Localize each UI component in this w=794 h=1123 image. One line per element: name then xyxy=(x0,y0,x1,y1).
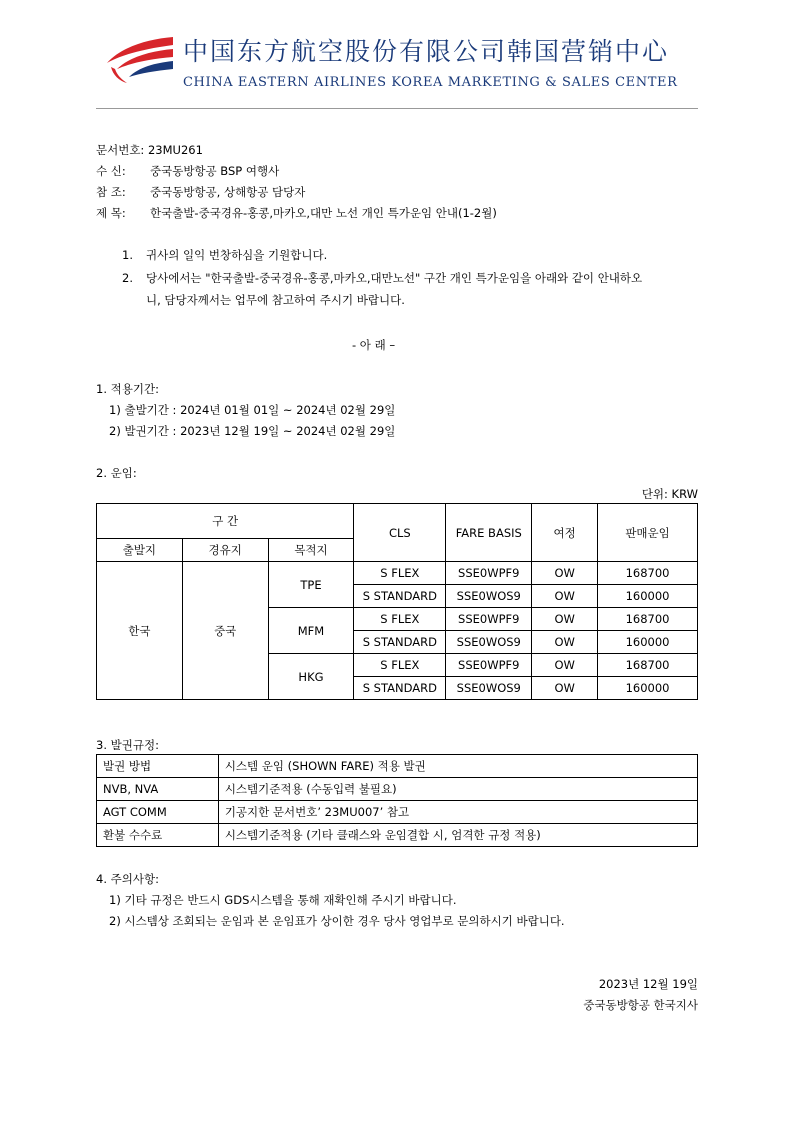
destination-mfm: MFM xyxy=(268,608,354,654)
via-header: 경유지 xyxy=(182,539,268,562)
intro-p2-line1: 당사에서는 "한국출발-중국경유-홍콩,마카오,대만노선" 구간 개인 특가운임을 아래와 같이 안내하오 xyxy=(146,271,643,285)
cls-cell: S FLEX xyxy=(354,608,446,631)
destination-hkg: HKG xyxy=(268,654,354,700)
cls-cell: S STANDARD xyxy=(354,677,446,700)
rules-table xyxy=(96,754,698,847)
subject-label: 제 목: xyxy=(96,206,126,220)
rule-label: 발권 방법 xyxy=(97,755,219,778)
rule-label: AGT COMM xyxy=(97,801,219,824)
fare-table xyxy=(96,503,698,700)
price-cell: 160000 xyxy=(598,585,698,608)
company-name-en: CHINA EASTERN AIRLINES KOREA MARKETING & SALES CENTER xyxy=(183,75,678,90)
currency-unit: 단위: KRW xyxy=(641,487,698,501)
origin-header: 출발지 xyxy=(97,539,183,562)
intro-p2-line2: 니, 담당자께서는 업무에 참고하여 주시기 바랍니다. xyxy=(146,293,405,307)
recipient-label: 수 신: xyxy=(96,164,126,178)
reference-value: 중국동방항공, 상해항공 담당자 xyxy=(150,185,306,199)
rule-label: 환불 수수료 xyxy=(97,824,219,847)
cls-cell: S FLEX xyxy=(354,654,446,677)
price-cell: 168700 xyxy=(598,654,698,677)
departure-period: 1) 출발기간 : 2024년 01월 01일 ~ 2024년 02월 29일 xyxy=(109,403,396,417)
intro-paragraph-2 xyxy=(122,270,642,286)
rule-value: 기공지한 문서번호’ 23MU007’ 참고 xyxy=(218,801,697,824)
trip-header: 여정 xyxy=(532,504,598,562)
note-1: 1) 기타 규정은 반드시 GDS시스템을 통해 재확인해 주시기 바랍니다. xyxy=(109,893,457,907)
price-header: 판매운임 xyxy=(598,504,698,562)
cls-cell: S FLEX xyxy=(354,562,446,585)
rule-value: 시스템기준적용 (기타 클래스와 운임결합 시, 엄격한 규정 적용) xyxy=(218,824,697,847)
recipient-value: 중국동방항공 BSP 여행사 xyxy=(150,164,280,178)
destination-tpe: TPE xyxy=(268,562,354,608)
origin-cell: 한국 xyxy=(97,562,183,700)
reference-label: 참 조: xyxy=(96,185,126,199)
section-header: 구 간 xyxy=(97,504,354,539)
notes-heading: 4. 주의사항: xyxy=(96,872,159,886)
intro-p2-number: 2. xyxy=(122,271,133,285)
fares-heading: 2. 운임: xyxy=(96,466,137,480)
fare-basis-cell: SSE0WOS9 xyxy=(446,677,532,700)
trip-cell: OW xyxy=(532,654,598,677)
price-cell: 168700 xyxy=(598,608,698,631)
trip-cell: OW xyxy=(532,631,598,654)
rule-value: 시스템기준적용 (수동입력 불필요) xyxy=(218,778,697,801)
subject-line xyxy=(96,205,497,221)
via-cell: 중국 xyxy=(182,562,268,700)
cls-cell: S STANDARD xyxy=(354,631,446,654)
intro-p1-text: 귀사의 일익 번창하심을 기원합니다. xyxy=(146,248,328,262)
trip-cell: OW xyxy=(532,608,598,631)
period-heading: 1. 적용기간: xyxy=(96,382,159,396)
trip-cell: OW xyxy=(532,677,598,700)
fare-basis-cell: SSE0WPF9 xyxy=(446,562,532,585)
fare-basis-cell: SSE0WOS9 xyxy=(446,631,532,654)
rules-heading: 3. 발권규정: xyxy=(96,738,159,752)
ticketing-period: 2) 발권기간 : 2023년 12월 19일 ~ 2024년 02월 29일 xyxy=(109,424,396,438)
trip-cell: OW xyxy=(532,562,598,585)
fare-basis-cell: SSE0WPF9 xyxy=(446,608,532,631)
rule-label: NVB, NVA xyxy=(97,778,219,801)
fare-basis-cell: SSE0WPF9 xyxy=(446,654,532,677)
cls-header: CLS xyxy=(354,504,446,562)
intro-paragraph-1 xyxy=(122,247,327,263)
company-name-cn: 中国东方航空股份有限公司韩国营销中心 xyxy=(183,37,670,66)
price-cell: 160000 xyxy=(598,677,698,700)
subject-value: 한국출발-중국경유-홍콩,마카오,대만 노선 개인 특가운임 안내(1-2월) xyxy=(150,206,497,220)
issue-date: 2023년 12월 19일 xyxy=(598,977,698,991)
header-divider xyxy=(96,108,698,109)
intro-p1-number: 1. xyxy=(122,248,133,262)
recipient-line xyxy=(96,163,279,179)
cls-cell: S STANDARD xyxy=(354,585,446,608)
airline-logo-icon xyxy=(103,33,175,85)
destination-header: 목적지 xyxy=(268,539,354,562)
fare-basis-header: FARE BASIS xyxy=(446,504,532,562)
fare-basis-cell: SSE0WOS9 xyxy=(446,585,532,608)
doc-number: 문서번호: 23MU261 xyxy=(96,143,203,157)
reference-line xyxy=(96,184,305,200)
trip-cell: OW xyxy=(532,585,598,608)
rule-value: 시스템 운임 (SHOWN FARE) 적용 발권 xyxy=(218,755,697,778)
note-2: 2) 시스템상 조회되는 운임과 본 운임표가 상이한 경우 당사 영업부로 문의하시기 바랍니다. xyxy=(109,914,565,928)
section-title: - 아 래 – xyxy=(352,338,396,352)
issuer: 중국동방항공 한국지사 xyxy=(583,998,698,1012)
price-cell: 168700 xyxy=(598,562,698,585)
price-cell: 160000 xyxy=(598,631,698,654)
